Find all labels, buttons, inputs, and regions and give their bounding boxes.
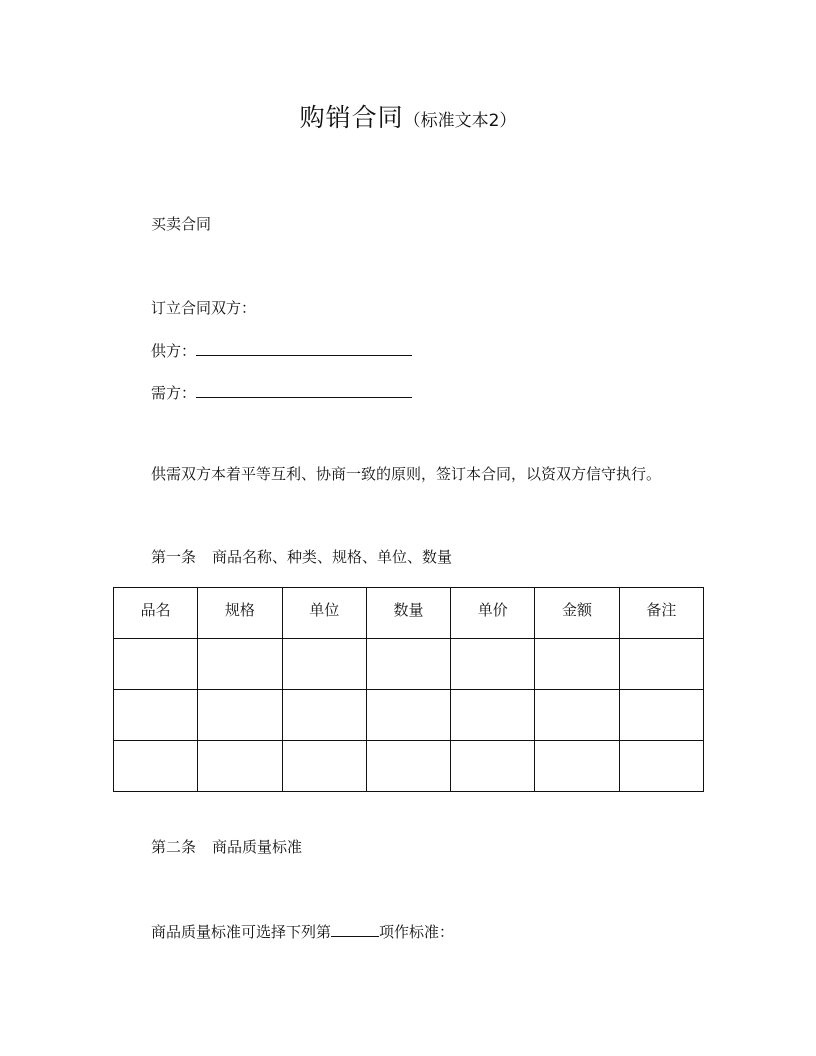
article-1-heading (151, 547, 452, 567)
article-2-title: 商品质量标准 (212, 838, 303, 856)
table-cell (451, 690, 535, 741)
table-cell (619, 690, 703, 741)
buyer-line (151, 381, 412, 403)
column-header: 金额 (535, 588, 619, 639)
table-row (114, 690, 704, 741)
article-1-number: 第一条 (151, 548, 197, 566)
table-cell (535, 639, 619, 690)
title-subtitle: （标准文本2） (403, 111, 517, 131)
contract-type: 买卖合同 (151, 215, 212, 233)
table-row (114, 741, 704, 792)
table-cell (366, 741, 450, 792)
buyer-label: 需方： (151, 384, 197, 402)
quality-text-before: 商品质量标准可选择下列第 (151, 923, 332, 941)
quality-standard-line (151, 920, 454, 942)
table-cell (282, 741, 366, 792)
column-header: 单位 (282, 588, 366, 639)
table-cell (114, 639, 198, 690)
title-main: 购销合同 (299, 103, 404, 132)
table-cell (619, 741, 703, 792)
table-cell (535, 690, 619, 741)
preamble-text: 供需双方本着平等互利、协商一致的原则，签订本合同，以资双方信守执行。 (151, 465, 662, 483)
goods-table (113, 587, 704, 792)
table-cell (366, 639, 450, 690)
article-1-title: 商品名称、种类、规格、单位、数量 (212, 548, 453, 566)
buyer-blank (196, 381, 412, 398)
column-header: 品名 (114, 588, 198, 639)
table-cell (366, 690, 450, 741)
column-header: 备注 (619, 588, 703, 639)
table-cell (451, 639, 535, 690)
table-cell (114, 690, 198, 741)
table-cell (198, 639, 282, 690)
table-cell (619, 639, 703, 690)
column-header: 数量 (366, 588, 450, 639)
table-cell (535, 741, 619, 792)
table-cell (451, 741, 535, 792)
table-cell (198, 690, 282, 741)
supplier-label: 供方： (151, 342, 197, 360)
article-2-heading (151, 837, 302, 857)
table-cell (282, 639, 366, 690)
article-2-number: 第二条 (151, 838, 197, 856)
supplier-blank (196, 339, 412, 356)
table-cell (114, 741, 198, 792)
table-header-row (114, 588, 704, 639)
document-title (0, 98, 816, 134)
parties-heading: 订立合同双方： (151, 299, 257, 317)
table-row (114, 639, 704, 690)
column-header: 单价 (451, 588, 535, 639)
table-cell (198, 741, 282, 792)
supplier-line (151, 339, 412, 361)
table-cell (282, 690, 366, 741)
column-header: 规格 (198, 588, 282, 639)
quality-item-blank (331, 920, 379, 937)
quality-text-after: 项作标准： (379, 923, 455, 941)
